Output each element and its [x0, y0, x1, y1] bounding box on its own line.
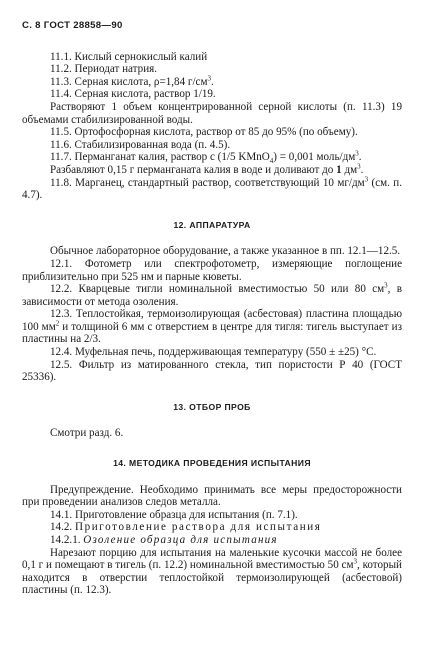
item-12-3-end: .: [98, 333, 101, 346]
item-11-7-end: .: [358, 151, 362, 164]
item-14-2-1: [22, 534, 402, 547]
item-11-8: [22, 174, 402, 202]
item-14-2: [22, 521, 402, 534]
item-12-5: 12.5. Фильтр из матированного стекла, тип пористости Р 40 (ГОСТ 25336).: [22, 358, 402, 384]
item-14-2-1-number: 14.2.1.: [50, 534, 84, 546]
section-14-title: 14. МЕТОДИКА ПРОВЕДЕНИЯ ИСПЫТАНИЯ: [113, 458, 311, 469]
superscript: 3: [384, 281, 388, 290]
kmno4-bold-number: 1: [336, 163, 342, 176]
dilute-paragraph: Растворяют 1 объем концентрированной серной кислоты (п. 11.3) 19 объемами стабилизированной воды.: [22, 100, 402, 126]
item-12-2: [22, 283, 402, 308]
item-12-4: 12.4. Муфельная печь, поддерживающая температуру (550 ± ±25) °С.: [50, 346, 377, 359]
item-11-3: [22, 76, 402, 89]
item-14-2-number: 14.2.: [50, 521, 75, 534]
item-11-7-text: 11.7. Перманганат калия, раствор с (: [50, 151, 222, 164]
item-11-2: 11.2. Периодат натрия.: [50, 63, 158, 76]
kmno4-paragraph: [22, 164, 402, 177]
subscript: 4: [269, 157, 274, 166]
item-12-2-text: 12.2. Кварцевые тигли номинальной вместимостью 50 или 80 см: [50, 283, 385, 296]
item-11-3-text: 11.3. Серная кислота, ρ=1,84 г/см: [50, 75, 208, 88]
section-12-title: 12. АППАРАТУРА: [173, 219, 251, 230]
item-12-3-text: 12.3. Теплостойкая, термоизолирующая (асбестовая) пластина площадью 100 мм: [22, 308, 402, 333]
kmno4-unit: дм: [341, 163, 358, 176]
item-11-5: 11.5. Ортофосфорная кислота, раствор от 85 до 95% (по объему).: [50, 126, 358, 139]
procedure-paragraph: [22, 547, 402, 597]
item-14-2-1-heading: Озоление образца для испытания: [83, 534, 278, 546]
item-11-7-value: ) = 0,001 моль/дм: [273, 151, 356, 164]
item-11-8-end: (см. п. 4.7).: [22, 176, 402, 202]
superscript: 2: [55, 319, 60, 328]
item-11-3-end: .: [211, 75, 214, 88]
superscript: 3: [353, 557, 357, 566]
item-11-7-formula: KMnO: [235, 151, 270, 164]
item-11-7-fraction: 1/5: [221, 151, 236, 164]
procedure-end: , который находится в отверстии теплостойкой термоизолирующей (асбестовой) пластины (п. 12.3).: [22, 559, 402, 597]
item-11-1: 11.1. Кислый сернокислый калий: [50, 50, 208, 63]
item-12-3-fraction: 2/3: [83, 333, 99, 346]
procedure-text: Нарезают порцию для испытания на маленькие кусочки массой не более 0,1 г и помещают в тигель (п. 12.2) номинальной вместимостью 50 см: [22, 546, 402, 572]
superscript: 3: [207, 74, 211, 83]
superscript: 3: [357, 162, 361, 171]
item-14-2-heading: Приготовление раствора для испытания: [74, 521, 322, 534]
document-page: [22, 20, 402, 597]
superscript: 3: [364, 174, 369, 183]
item-11-4: 11.4. Серная кислота, раствор 1/19.: [50, 88, 216, 101]
item-14-1: 14.1. Приготовление образца для испытания (п. 7.1).: [50, 508, 298, 521]
item-12-1: 12.1. Фотометр или спектрофотометр, измеряющие поглощение приблизительно при 525 нм и парные кюветы.: [22, 257, 402, 283]
item-11-7: [22, 151, 402, 164]
section-12-intro: Обычное лабораторное оборудование, а также указанное в пп. 12.1—12.5.: [50, 245, 401, 258]
item-12-3-mid: и толщиной 6 мм с отверстием в центре для тигля: тигель выступает из пластины на: [22, 320, 402, 346]
item-12-2-end: , в зависимости от метода озоления.: [22, 283, 402, 308]
item-11-6: 11.6. Стабилизированная вода (п. 4.5).: [50, 138, 231, 151]
warning-paragraph: Предупреждение. Необходимо принимать все меры предосторожности при проведении анализов следов металла.: [22, 483, 402, 509]
superscript: 3: [355, 149, 359, 158]
item-11-8-text: 11.8. Марганец, стандартный раствор, соответствующий 10 мг/дм: [50, 176, 365, 189]
section-13-title: 13. ОТБОР ПРОБ: [173, 401, 251, 412]
section-13-text: Смотри разд. 6.: [50, 427, 124, 440]
page-header: С. 8 ГОСТ 28858—90: [22, 20, 123, 31]
item-12-3: [22, 308, 402, 346]
kmno4-end: .: [360, 163, 364, 176]
kmno4-text: Разбавляют 0,15 г перманганата калия в воде и доливают до: [50, 163, 337, 176]
